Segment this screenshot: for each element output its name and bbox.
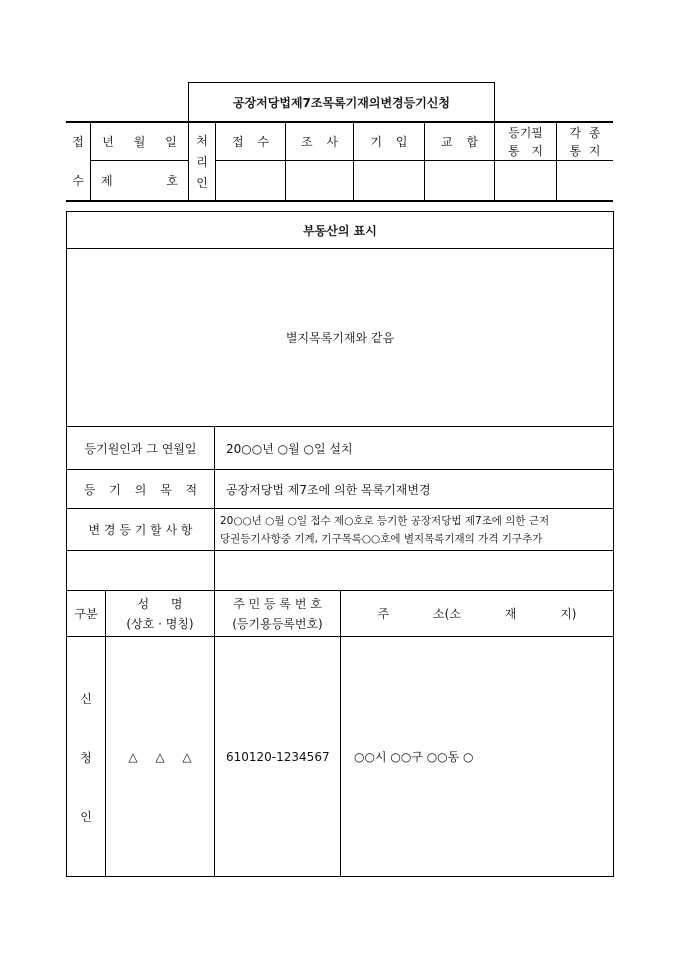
col-address: 주 소(소 재 지)	[377, 607, 577, 621]
registration-notice-1: 등기필	[508, 125, 543, 140]
stage-collation: 교 합	[441, 135, 478, 149]
handler-label-1: 처	[196, 133, 208, 148]
change-items-label: 변 경 등 기 할 사 항	[88, 523, 193, 537]
applicant-address: ○○시 ○○구 ○○동 ○	[354, 750, 474, 764]
receipt-number-label: 제 호	[101, 174, 178, 188]
stage-investigation: 조 사	[301, 135, 338, 149]
applicant-side-3: 인	[80, 809, 92, 824]
receipt-label-jeop: 접	[72, 135, 84, 149]
various-notice-1: 각 종	[569, 125, 601, 140]
receipt-label-su: 수	[72, 174, 84, 188]
registration-purpose-label: 등 기 의 목 적	[83, 482, 198, 497]
applicant-side-2: 청	[80, 750, 92, 765]
col-id-1: 주 민 등 록 번 호	[233, 596, 322, 611]
change-items-value-line2: 당권등기사항중 기계, 기구목록○○호에 별지목록기재의 가격 기구추가	[220, 533, 543, 545]
change-items-value-line1: 20○○년 ○월 ○일 접수 제○호로 등기한 공장저당법 제7조에 의한 근저	[220, 515, 550, 527]
document-title: 공장저당법제7조목록기재의변경등기신청	[232, 95, 450, 110]
applicant-id-number: 610120-1234567	[226, 749, 330, 764]
col-name-2: (상호 · 명칭)	[126, 616, 194, 631]
receipt-date-label: 년 월 일	[102, 135, 177, 149]
stage-entry: 기 입	[370, 135, 408, 149]
property-content: 별지목록기재와 같음	[285, 331, 395, 345]
stage-receipt: 접 수	[232, 135, 269, 149]
col-id-2: (등기용등록번호)	[232, 616, 323, 631]
property-heading: 부동산의 표시	[303, 223, 377, 238]
registration-cause-label: 등기원인과 그 연월일	[84, 441, 197, 456]
col-category: 구분	[74, 607, 98, 621]
registration-purpose-value: 공장저당법 제7조에 의한 목록기재변경	[226, 482, 431, 497]
col-name-1: 성 명	[137, 596, 183, 611]
registration-cause-value: 20○○년 ○월 ○일 설치	[226, 441, 353, 456]
handler-label-2: 리	[196, 154, 208, 169]
applicant-name: △ △ △	[128, 749, 192, 764]
various-notice-2: 통 지	[569, 143, 601, 158]
applicant-side-1: 신	[80, 691, 92, 706]
registration-notice-2: 통 지	[508, 143, 543, 158]
handler-label-3: 인	[196, 175, 208, 190]
